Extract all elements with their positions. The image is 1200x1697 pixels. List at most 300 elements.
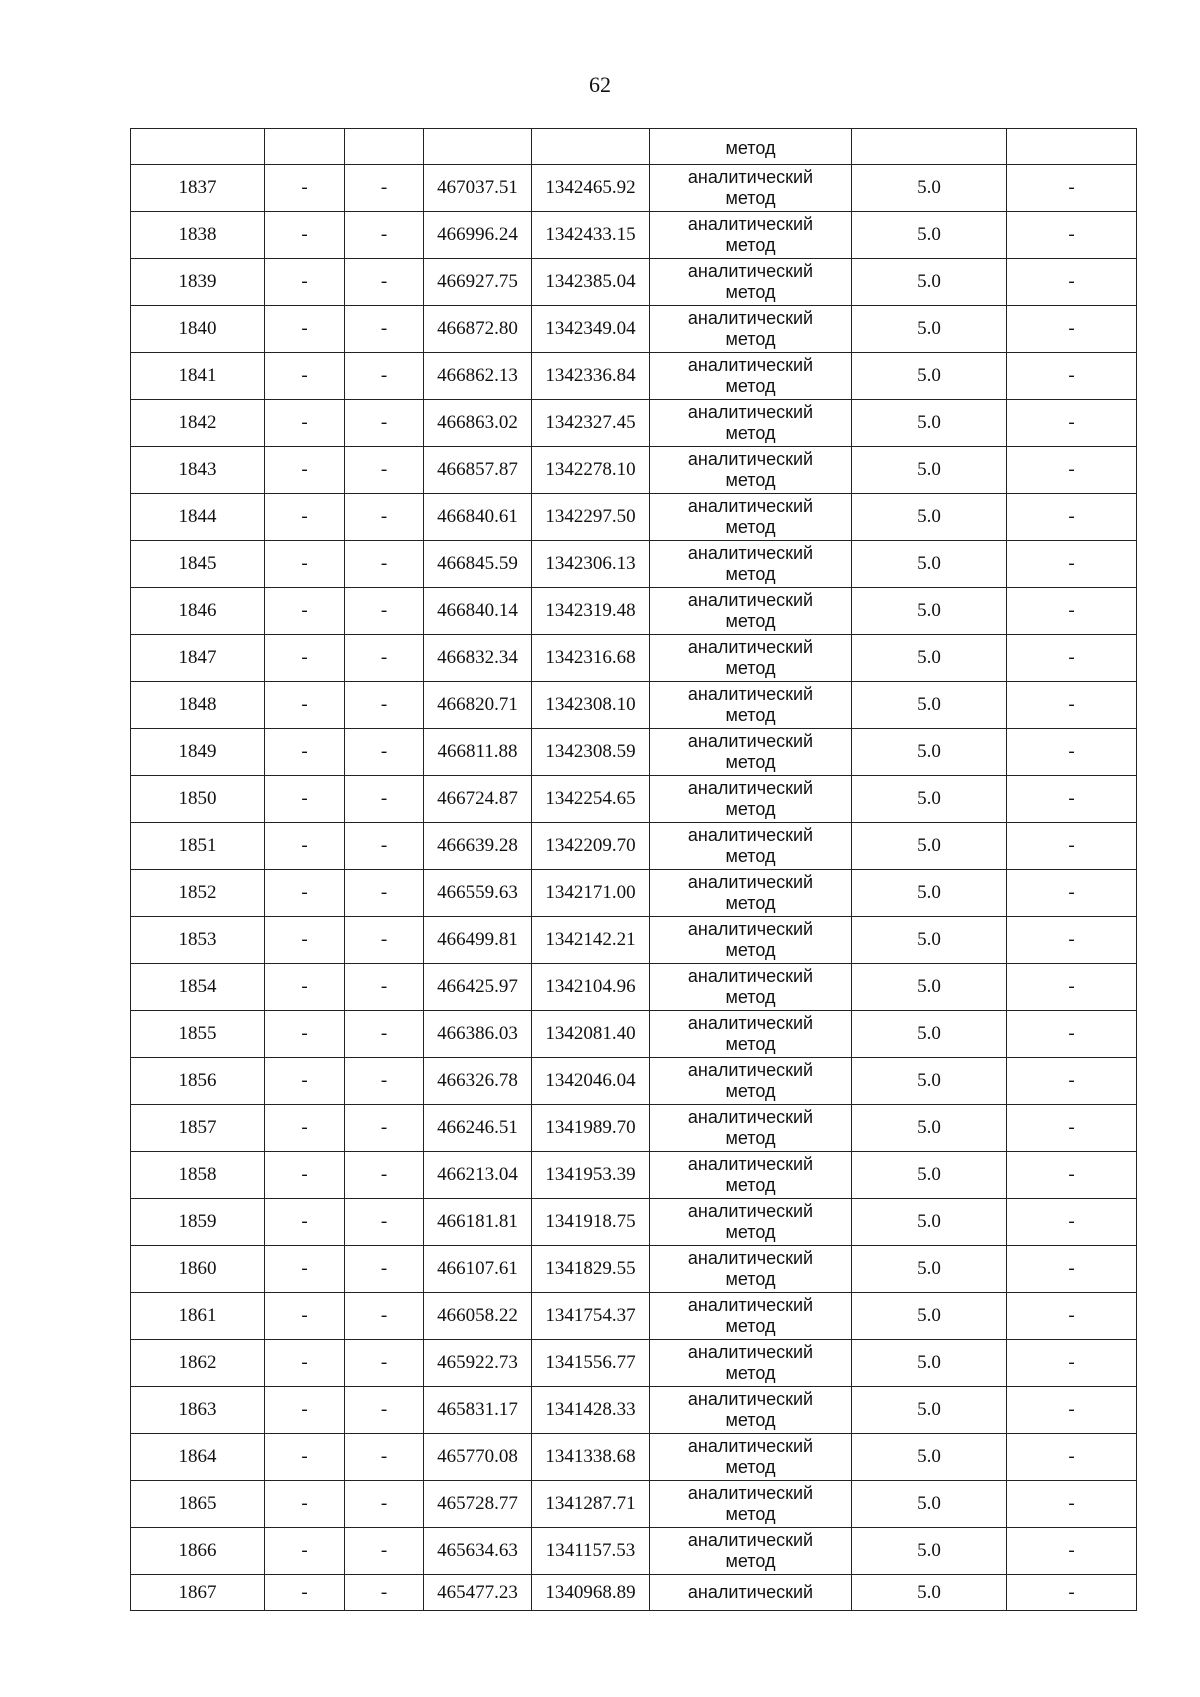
method-cell — [650, 1246, 852, 1293]
table-row-continuation — [131, 129, 1137, 165]
blank-cell-b: - — [345, 964, 424, 1011]
blank-cell-b: - — [345, 1199, 424, 1246]
blank-cell-b: - — [345, 917, 424, 964]
point-number-cell: 1854 — [131, 964, 265, 1011]
x-coordinate-cell: 466058.22 — [424, 1293, 532, 1340]
note-cell: - — [1007, 682, 1137, 729]
method-text: аналитический метод — [687, 496, 814, 537]
point-number-cell: 1853 — [131, 917, 265, 964]
blank-cell-b: - — [345, 1575, 424, 1611]
x-coordinate-cell: 466840.61 — [424, 494, 532, 541]
y-coordinate-cell: 1342104.96 — [532, 964, 650, 1011]
blank-cell-a: - — [265, 1575, 345, 1611]
note-cell: - — [1007, 1105, 1137, 1152]
blank-cell-a: - — [265, 1293, 345, 1340]
method-cell — [650, 212, 852, 259]
y-coordinate-cell: 1342465.92 — [532, 165, 650, 212]
method-cell — [650, 129, 852, 165]
point-number-cell: 1864 — [131, 1434, 265, 1481]
blank-cell-b: - — [345, 1293, 424, 1340]
method-cell — [650, 588, 852, 635]
page-number: 62 — [589, 72, 611, 97]
y-coordinate-cell: 1342316.68 — [532, 635, 650, 682]
point-number-cell: 1842 — [131, 400, 265, 447]
note-cell: - — [1007, 729, 1137, 776]
blank-cell-a: - — [265, 541, 345, 588]
accuracy-cell: 5.0 — [852, 212, 1007, 259]
table-row — [131, 259, 1137, 306]
x-coordinate-cell: 467037.51 — [424, 165, 532, 212]
note-cell: - — [1007, 165, 1137, 212]
table-row — [131, 1199, 1137, 1246]
x-coordinate-cell: 465477.23 — [424, 1575, 532, 1611]
blank-cell-b: - — [345, 165, 424, 212]
x-coordinate-cell: 465728.77 — [424, 1481, 532, 1528]
y-coordinate-cell: 1341754.37 — [532, 1293, 650, 1340]
table-row — [131, 682, 1137, 729]
method-text: аналитический метод — [687, 449, 814, 490]
table-body — [131, 129, 1137, 1611]
point-number-cell: 1848 — [131, 682, 265, 729]
note-cell: - — [1007, 1199, 1137, 1246]
blank-cell-b: - — [345, 447, 424, 494]
blank-cell-a: - — [265, 1481, 345, 1528]
y-coordinate-cell: 1342433.15 — [532, 212, 650, 259]
method-text: аналитический метод — [687, 1248, 814, 1289]
x-coordinate-cell: 466107.61 — [424, 1246, 532, 1293]
y-coordinate-cell: 1341918.75 — [532, 1199, 650, 1246]
note-cell: - — [1007, 306, 1137, 353]
point-number-cell: 1858 — [131, 1152, 265, 1199]
y-coordinate-cell: 1342306.13 — [532, 541, 650, 588]
method-text: аналитический метод — [687, 1107, 814, 1148]
accuracy-cell: 5.0 — [852, 729, 1007, 776]
point-number-cell: 1851 — [131, 823, 265, 870]
point-number-cell: 1844 — [131, 494, 265, 541]
y-coordinate-cell: 1342081.40 — [532, 1011, 650, 1058]
accuracy-cell: 5.0 — [852, 1387, 1007, 1434]
point-number-cell: 1867 — [131, 1575, 265, 1611]
y-coordinate-cell: 1342385.04 — [532, 259, 650, 306]
blank-cell-a: - — [265, 447, 345, 494]
x-coordinate-cell: 466845.59 — [424, 541, 532, 588]
table-row — [131, 1528, 1137, 1575]
note-cell: - — [1007, 1246, 1137, 1293]
y-coordinate-cell: 1342349.04 — [532, 306, 650, 353]
method-cell — [650, 917, 852, 964]
blank-cell-b: - — [345, 1340, 424, 1387]
method-text: аналитический метод — [687, 1013, 814, 1054]
y-coordinate-cell: 1341157.53 — [532, 1528, 650, 1575]
method-cell — [650, 1575, 852, 1611]
table-row — [131, 1152, 1137, 1199]
method-text: аналитический метод — [687, 1154, 814, 1195]
method-cell — [650, 635, 852, 682]
x-coordinate-cell: 466326.78 — [424, 1058, 532, 1105]
point-number-cell: 1861 — [131, 1293, 265, 1340]
method-text: аналитический — [687, 1582, 814, 1602]
y-coordinate-cell: 1340968.89 — [532, 1575, 650, 1611]
point-number-cell: 1838 — [131, 212, 265, 259]
accuracy-cell: 5.0 — [852, 682, 1007, 729]
blank-cell-a: - — [265, 729, 345, 776]
coordinates-table — [130, 128, 1137, 1611]
blank-cell-a: - — [265, 776, 345, 823]
blank-cell-a: - — [265, 306, 345, 353]
accuracy-cell: 5.0 — [852, 1575, 1007, 1611]
x-coordinate-cell: 466213.04 — [424, 1152, 532, 1199]
note-cell — [1007, 129, 1137, 165]
blank-cell-b: - — [345, 870, 424, 917]
method-cell — [650, 964, 852, 1011]
blank-cell-a: - — [265, 1387, 345, 1434]
note-cell: - — [1007, 1481, 1137, 1528]
y-coordinate-cell: 1341428.33 — [532, 1387, 650, 1434]
note-cell: - — [1007, 494, 1137, 541]
y-coordinate-cell: 1341829.55 — [532, 1246, 650, 1293]
blank-cell-b: - — [345, 1481, 424, 1528]
blank-cell-a: - — [265, 964, 345, 1011]
accuracy-cell: 5.0 — [852, 165, 1007, 212]
method-text: аналитический метод — [687, 778, 814, 819]
x-coordinate-cell: 466559.63 — [424, 870, 532, 917]
accuracy-cell: 5.0 — [852, 447, 1007, 494]
y-coordinate-cell: 1342142.21 — [532, 917, 650, 964]
blank-cell-a: - — [265, 1434, 345, 1481]
blank-cell-a — [265, 129, 345, 165]
y-coordinate-cell: 1342254.65 — [532, 776, 650, 823]
method-cell — [650, 1387, 852, 1434]
method-text: аналитический метод — [687, 919, 814, 960]
method-text: аналитический метод — [687, 825, 814, 866]
note-cell: - — [1007, 1293, 1137, 1340]
point-number-cell: 1866 — [131, 1528, 265, 1575]
blank-cell-b: - — [345, 729, 424, 776]
point-number-cell: 1863 — [131, 1387, 265, 1434]
note-cell: - — [1007, 259, 1137, 306]
table-row — [131, 1105, 1137, 1152]
method-cell — [650, 682, 852, 729]
y-coordinate-cell: 1342319.48 — [532, 588, 650, 635]
note-cell: - — [1007, 1011, 1137, 1058]
note-cell: - — [1007, 400, 1137, 447]
blank-cell-a: - — [265, 1199, 345, 1246]
accuracy-cell: 5.0 — [852, 400, 1007, 447]
x-coordinate-cell: 465770.08 — [424, 1434, 532, 1481]
accuracy-cell: 5.0 — [852, 588, 1007, 635]
blank-cell-a: - — [265, 165, 345, 212]
method-cell — [650, 870, 852, 917]
accuracy-cell: 5.0 — [852, 1481, 1007, 1528]
blank-cell-b: - — [345, 588, 424, 635]
method-text: аналитический метод — [687, 1295, 814, 1336]
accuracy-cell: 5.0 — [852, 1058, 1007, 1105]
blank-cell-a: - — [265, 1152, 345, 1199]
point-number-cell: 1855 — [131, 1011, 265, 1058]
point-number-cell: 1859 — [131, 1199, 265, 1246]
point-number-cell: 1850 — [131, 776, 265, 823]
blank-cell-a: - — [265, 1011, 345, 1058]
point-number-cell: 1847 — [131, 635, 265, 682]
table-row — [131, 165, 1137, 212]
method-text: аналитический метод — [687, 167, 814, 208]
accuracy-cell: 5.0 — [852, 1434, 1007, 1481]
blank-cell-a: - — [265, 1058, 345, 1105]
method-cell — [650, 823, 852, 870]
x-coordinate-cell: 466246.51 — [424, 1105, 532, 1152]
y-coordinate-cell: 1342308.59 — [532, 729, 650, 776]
accuracy-cell: 5.0 — [852, 776, 1007, 823]
blank-cell-a: - — [265, 588, 345, 635]
blank-cell-a: - — [265, 635, 345, 682]
point-number-cell: 1852 — [131, 870, 265, 917]
note-cell: - — [1007, 823, 1137, 870]
accuracy-cell: 5.0 — [852, 1528, 1007, 1575]
method-text: аналитический метод — [687, 543, 814, 584]
point-number-cell: 1849 — [131, 729, 265, 776]
y-coordinate-cell: 1341556.77 — [532, 1340, 650, 1387]
method-cell — [650, 1011, 852, 1058]
table-row — [131, 588, 1137, 635]
x-coordinate-cell: 466639.28 — [424, 823, 532, 870]
accuracy-cell: 5.0 — [852, 1011, 1007, 1058]
x-coordinate-cell: 466857.87 — [424, 447, 532, 494]
y-coordinate-cell: 1342209.70 — [532, 823, 650, 870]
method-text: аналитический метод — [687, 402, 814, 443]
accuracy-cell: 5.0 — [852, 964, 1007, 1011]
blank-cell-a: - — [265, 1105, 345, 1152]
x-coordinate-cell: 466820.71 — [424, 682, 532, 729]
point-number-cell: 1843 — [131, 447, 265, 494]
blank-cell-a: - — [265, 823, 345, 870]
note-cell: - — [1007, 1528, 1137, 1575]
blank-cell-b: - — [345, 823, 424, 870]
note-cell: - — [1007, 776, 1137, 823]
y-coordinate-cell: 1342046.04 — [532, 1058, 650, 1105]
y-coordinate-cell: 1342297.50 — [532, 494, 650, 541]
accuracy-cell: 5.0 — [852, 259, 1007, 306]
note-cell: - — [1007, 353, 1137, 400]
accuracy-cell: 5.0 — [852, 1105, 1007, 1152]
method-cell — [650, 541, 852, 588]
y-coordinate-cell: 1342308.10 — [532, 682, 650, 729]
blank-cell-a: - — [265, 494, 345, 541]
table-row-last — [131, 1575, 1137, 1611]
x-coordinate-cell: 466811.88 — [424, 729, 532, 776]
blank-cell-b: - — [345, 494, 424, 541]
method-cell — [650, 447, 852, 494]
method-text: аналитический метод — [687, 1201, 814, 1242]
blank-cell-b: - — [345, 1528, 424, 1575]
table-row — [131, 964, 1137, 1011]
method-cell — [650, 729, 852, 776]
blank-cell-b: - — [345, 1058, 424, 1105]
point-number-cell: 1839 — [131, 259, 265, 306]
blank-cell-a: - — [265, 212, 345, 259]
table-row — [131, 1011, 1137, 1058]
method-text: аналитический метод — [687, 1342, 814, 1383]
note-cell: - — [1007, 447, 1137, 494]
note-cell: - — [1007, 1152, 1137, 1199]
blank-cell-b: - — [345, 682, 424, 729]
blank-cell-a: - — [265, 870, 345, 917]
table-row — [131, 1293, 1137, 1340]
accuracy-cell: 5.0 — [852, 1199, 1007, 1246]
note-cell: - — [1007, 635, 1137, 682]
table-row — [131, 635, 1137, 682]
y-coordinate-cell: 1341338.68 — [532, 1434, 650, 1481]
method-text: аналитический метод — [687, 1389, 814, 1430]
note-cell: - — [1007, 1575, 1137, 1611]
accuracy-cell: 5.0 — [852, 870, 1007, 917]
x-coordinate-cell: 466996.24 — [424, 212, 532, 259]
blank-cell-a: - — [265, 353, 345, 400]
point-number-cell: 1862 — [131, 1340, 265, 1387]
x-coordinate-cell: 466927.75 — [424, 259, 532, 306]
blank-cell-b: - — [345, 635, 424, 682]
point-number-cell: 1856 — [131, 1058, 265, 1105]
blank-cell-b: - — [345, 1387, 424, 1434]
method-text: аналитический метод — [687, 1483, 814, 1524]
table-row — [131, 1058, 1137, 1105]
table-row — [131, 870, 1137, 917]
note-cell: - — [1007, 1058, 1137, 1105]
blank-cell-b: - — [345, 1152, 424, 1199]
table-row — [131, 306, 1137, 353]
method-text: аналитический метод — [687, 1060, 814, 1101]
table-row — [131, 1434, 1137, 1481]
method-text: аналитический метод — [687, 872, 814, 913]
y-coordinate-cell: 1342327.45 — [532, 400, 650, 447]
table-row — [131, 212, 1137, 259]
blank-cell-b: - — [345, 353, 424, 400]
method-cell — [650, 306, 852, 353]
blank-cell-b: - — [345, 776, 424, 823]
method-cell — [650, 165, 852, 212]
x-coordinate-cell: 466499.81 — [424, 917, 532, 964]
blank-cell-b: - — [345, 1011, 424, 1058]
table-row — [131, 823, 1137, 870]
accuracy-cell: 5.0 — [852, 353, 1007, 400]
table-row — [131, 353, 1137, 400]
method-text: аналитический метод — [687, 590, 814, 631]
blank-cell-a: - — [265, 1528, 345, 1575]
method-cell — [650, 1293, 852, 1340]
point-number-cell: 1865 — [131, 1481, 265, 1528]
note-cell: - — [1007, 1434, 1137, 1481]
blank-cell-b: - — [345, 1246, 424, 1293]
method-text: аналитический метод — [687, 214, 814, 255]
accuracy-cell: 5.0 — [852, 541, 1007, 588]
table-row — [131, 400, 1137, 447]
point-number-cell: 1841 — [131, 353, 265, 400]
table-row — [131, 1246, 1137, 1293]
note-cell: - — [1007, 212, 1137, 259]
blank-cell-a: - — [265, 682, 345, 729]
accuracy-cell: 5.0 — [852, 1152, 1007, 1199]
table-row — [131, 776, 1137, 823]
method-cell — [650, 776, 852, 823]
x-coordinate-cell: 466863.02 — [424, 400, 532, 447]
note-cell: - — [1007, 917, 1137, 964]
y-coordinate-cell — [532, 129, 650, 165]
note-cell: - — [1007, 964, 1137, 1011]
note-cell: - — [1007, 588, 1137, 635]
blank-cell-a: - — [265, 1246, 345, 1293]
method-cell — [650, 494, 852, 541]
method-cell — [650, 1528, 852, 1575]
blank-cell-a: - — [265, 259, 345, 306]
accuracy-cell: 5.0 — [852, 1340, 1007, 1387]
method-cell — [650, 1481, 852, 1528]
accuracy-cell: 5.0 — [852, 494, 1007, 541]
blank-cell-a: - — [265, 400, 345, 447]
table-row — [131, 541, 1137, 588]
method-cell — [650, 1340, 852, 1387]
x-coordinate-cell — [424, 129, 532, 165]
method-text: аналитический метод — [687, 355, 814, 396]
x-coordinate-cell: 466872.80 — [424, 306, 532, 353]
blank-cell-b — [345, 129, 424, 165]
blank-cell-b: - — [345, 212, 424, 259]
table-row — [131, 1340, 1137, 1387]
method-cell — [650, 1199, 852, 1246]
y-coordinate-cell: 1342336.84 — [532, 353, 650, 400]
method-text: аналитический метод — [687, 684, 814, 725]
blank-cell-b: - — [345, 259, 424, 306]
method-text: аналитический метод — [687, 637, 814, 678]
method-text: аналитический метод — [687, 1436, 814, 1477]
note-cell: - — [1007, 870, 1137, 917]
y-coordinate-cell: 1341989.70 — [532, 1105, 650, 1152]
point-number-cell: 1840 — [131, 306, 265, 353]
y-coordinate-cell: 1341287.71 — [532, 1481, 650, 1528]
accuracy-cell: 5.0 — [852, 635, 1007, 682]
table-row — [131, 447, 1137, 494]
point-number-cell: 1857 — [131, 1105, 265, 1152]
x-coordinate-cell: 466386.03 — [424, 1011, 532, 1058]
accuracy-cell: 5.0 — [852, 1293, 1007, 1340]
accuracy-cell: 5.0 — [852, 1246, 1007, 1293]
method-text: аналитический метод — [687, 308, 814, 349]
method-text: аналитический метод — [687, 966, 814, 1007]
method-text: метод — [725, 138, 776, 158]
x-coordinate-cell: 466425.97 — [424, 964, 532, 1011]
method-text: аналитический метод — [687, 1530, 814, 1571]
table-row — [131, 1481, 1137, 1528]
x-coordinate-cell: 466840.14 — [424, 588, 532, 635]
note-cell: - — [1007, 541, 1137, 588]
accuracy-cell: 5.0 — [852, 917, 1007, 964]
method-cell — [650, 353, 852, 400]
point-number-cell — [131, 129, 265, 165]
method-text: аналитический метод — [687, 731, 814, 772]
y-coordinate-cell: 1341953.39 — [532, 1152, 650, 1199]
point-number-cell: 1837 — [131, 165, 265, 212]
blank-cell-a: - — [265, 1340, 345, 1387]
note-cell: - — [1007, 1340, 1137, 1387]
method-cell — [650, 259, 852, 306]
x-coordinate-cell: 465831.17 — [424, 1387, 532, 1434]
table-row — [131, 1387, 1137, 1434]
blank-cell-b: - — [345, 306, 424, 353]
method-cell — [650, 1434, 852, 1481]
method-cell — [650, 1105, 852, 1152]
table-row — [131, 494, 1137, 541]
blank-cell-a: - — [265, 917, 345, 964]
blank-cell-b: - — [345, 1105, 424, 1152]
x-coordinate-cell: 466862.13 — [424, 353, 532, 400]
